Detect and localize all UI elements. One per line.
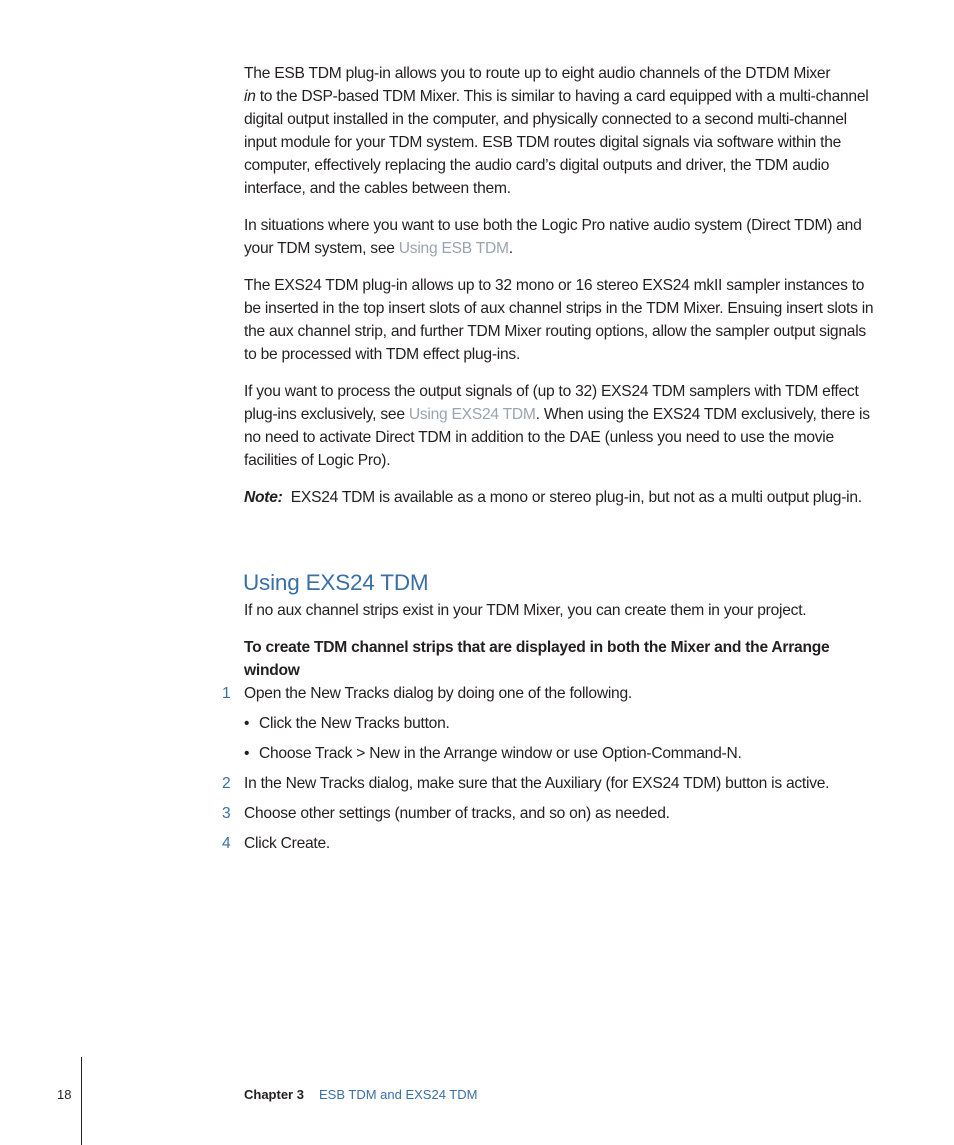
paragraph-text: The ESB TDM plug-in allows you to route up to eight audio channels of the DTDM Mixer [244,65,831,82]
link-using-esb-tdm[interactable]: Using ESB TDM [398,240,509,257]
note-text: EXS24 TDM is available as a mono or stereo plug-in, but not as a multi output plug-in. [290,489,862,506]
paragraph-text: In situations where you want to use both the Logic Pro native audio system (Direct TDM) and your TDM system, see [244,217,862,257]
note-paragraph [244,486,876,509]
bullet-mark: • [244,745,250,762]
emphasis-text: in [244,88,256,105]
footer-divider [81,1057,82,1145]
body-paragraph-native-audio [244,214,876,260]
footer-chapter-label: Chapter 3 [244,1087,304,1102]
step-number: 4 [222,835,231,852]
section-heading: Using EXS24 TDM [243,570,429,595]
step-number: 2 [222,775,231,792]
step-text: In the New Tracks dialog, make sure that the Auxiliary (for EXS24 TDM) button is active. [244,775,830,792]
link-using-exs24-tdm[interactable]: Using EXS24 TDM [408,406,536,423]
step-number: 3 [222,805,231,822]
paragraph-text: . [508,240,513,257]
bullet-text: Click the New Tracks button. [259,715,450,732]
step-text: Click Create. [244,835,331,852]
task-title: To create TDM channel strips that are displayed in both the Mixer and the Arrange window [244,639,830,679]
step-number: 1 [222,685,231,702]
bullet-text: Choose Track > New in the Arrange window or use Option-Command-N. [259,745,742,762]
paragraph-text: If you want to process the output signals of (up to 32) EXS24 TDM samplers with TDM effect plug-ins exclusively, see [244,383,859,423]
page-number: 18 [57,1087,72,1102]
bullet-mark: • [244,715,250,732]
footer-chapter-title: ESB TDM and EXS24 TDM [319,1087,478,1102]
body-paragraph-esb-intro [244,62,876,200]
note-label: Note: [244,489,283,506]
step-text: Open the New Tracks dialog by doing one of the following. [244,685,632,702]
step-text: Choose other settings (number of tracks, and so on) as needed. [244,805,670,822]
paragraph-text: to the DSP-based TDM Mixer. This is similar to having a card equipped with a multi-channel digital output installed in the computer, and physically connected to a second multi-channel input module for your TDM system. ESB TDM routes digital signals via software within the computer, effectively replacing the audio card’s digital outputs and driver, the TDM audio interface, and the cables between them. [244,88,869,197]
section-intro: If no aux channel strips exist in your TDM Mixer, you can create them in your project. [244,602,807,619]
body-paragraph-exs24-intro: The EXS24 TDM plug-in allows up to 32 mono or 16 stereo EXS24 mkII sampler instances to be inserted in the top insert slots of aux channel strips in the TDM Mixer. Ensuing insert slots in the aux channel strip, and further TDM Mixer routing options, allow the sampler output signals to be processed with TDM effect plug-ins. [244,277,874,363]
body-paragraph-exs24-exclusive [244,380,876,472]
paragraph-text: . When using the EXS24 TDM exclusively, there is no need to activate Direct TDM in addition to the DAE (unless you need to use the movie facilities of Logic Pro). [244,406,870,469]
